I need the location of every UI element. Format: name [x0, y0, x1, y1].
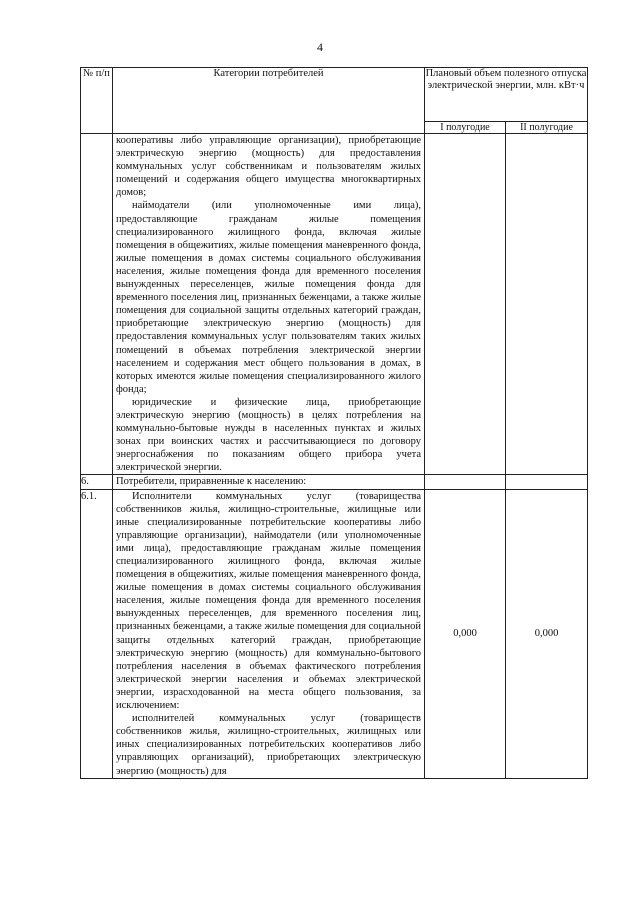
- header-first-half: I полугодие: [425, 122, 506, 134]
- row-number: 6.: [81, 475, 113, 489]
- header-second-half: II полугодие: [506, 122, 588, 134]
- header-number: № п/п: [81, 68, 113, 134]
- row-number: 6.1.: [81, 489, 113, 778]
- value-first-half: [425, 134, 506, 475]
- category-paragraph: наймодатели (или уполномоченные ими лица), предоставляющие гражданам жилые помещения специализированного жилищного фонда, включая жилые помещения в общежитиях, жилые помещения маневренного фонда, жилые помещения в домах системы социального обслуживания населения, жилые помещения фонда для временного поселения вынужденных переселенцев, жилые помещения фонда для временного поселения лиц, признанных беженцами, а также жилые помещения для социальной защиты отдельных категорий граждан, приобретающие электрическую энергию (мощность) для предоставления коммунальных услуг пользователям таких жилых помещений в объемах потребления электрической энергии населением и содержания мест общего пользования в домах, в которых имеются жилые помещения специализированного жилого фонда;: [116, 200, 421, 395]
- header-planned-volume: Плановый объем полезного отпуска электрической энергии, млн. кВт·ч: [425, 68, 588, 122]
- table-row: [81, 134, 588, 475]
- category-paragraph: Потребители, приравненные к населению:: [116, 476, 307, 488]
- value-first-half: [425, 475, 506, 489]
- category-paragraph: исполнителей коммунальных услуг (товариществ собственников жилья, жилищно-строительных, жилищных или иных специализированных потребительских кооперативов либо управляющих организаций), приобретающих электрическую энергию (мощность) для: [116, 713, 421, 777]
- value-second-half: [506, 475, 588, 489]
- consumption-table: [80, 67, 588, 779]
- category-paragraph: кооперативы либо управляющие организации), приобретающие электрическую энергию (мощность) для предоставления коммунальных услуг собственникам и пользователям жилых помещений и содержания общего имущества многоквартирных домов;: [116, 135, 421, 199]
- header-category: Категории потребителей: [113, 68, 425, 134]
- category-paragraph: юридические и физические лица, приобретающие электрическую энергию (мощность) в целях потребления на коммунально-бытовые нужды в населенных пунктах и жилых зонах при воинских частях и рассчитывающиеся по договору энергоснабжения по показаниям общего прибора учета электрической энергии.: [116, 396, 421, 474]
- row-category: [113, 489, 425, 778]
- row-category: [113, 475, 425, 489]
- value-second-half: 0,000: [506, 489, 588, 778]
- row-category: [113, 134, 425, 475]
- value-second-half: [506, 134, 588, 475]
- table-row: [81, 489, 588, 778]
- value-first-half: 0,000: [425, 489, 506, 778]
- page-number: 4: [317, 40, 323, 54]
- category-paragraph: Исполнители коммунальных услуг (товарищества собственников жилья, жилищно-строительные, жилищные или иные специализированные потребительские кооперативы либо управляющие организации), наймодатели (или уполномоченные ими лица), предоставляющие гражданам жилые помещения специализированного жилищного фонда, включая жилые помещения в общежитиях, жилые помещения маневренного фонда, жилые помещения в домах системы социального обслуживания населения, жилые помещения фонда для временного поселения вынужденных переселенцев, для временного поселения лиц, признанных беженцами, а также жилые помещения для социальной защиты отдельных категорий граждан, приобретающие электрическую энергию (мощность) для коммунально-бытового потребления населения в объемах фактического потребления электрической энергии населения и объемах электрической энергии, израсходованной на места общего пользования, за исключением:: [116, 490, 421, 712]
- table-row: [81, 475, 588, 489]
- row-number: [81, 134, 113, 475]
